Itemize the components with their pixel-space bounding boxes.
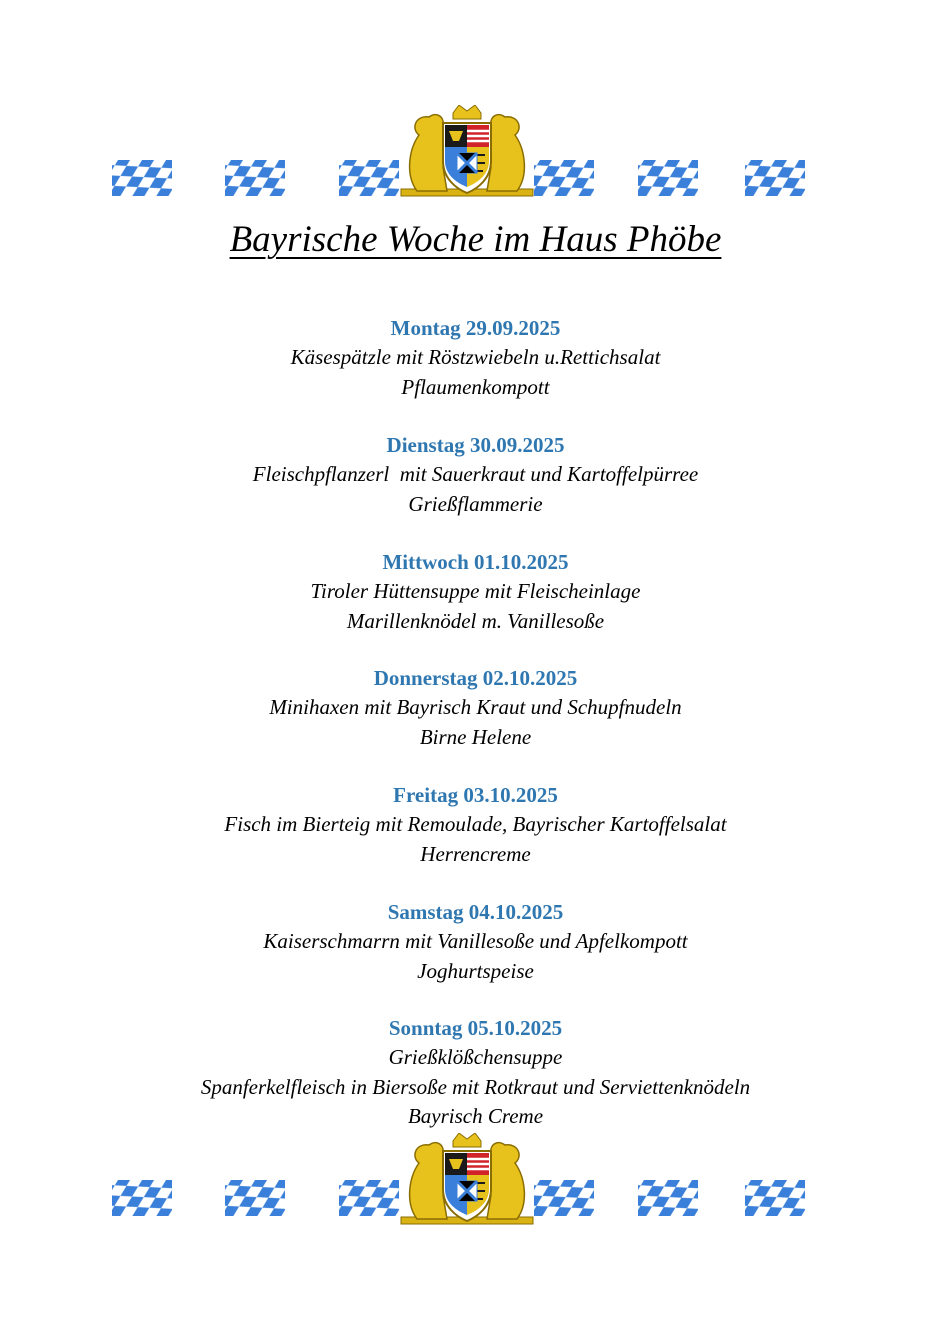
dish-line: Grießklößchensuppe: [388, 1045, 563, 1069]
dish-line: Spanferkelfleisch in Biersoße mit Rotkraut und Serviettenknödeln: [200, 1074, 751, 1099]
menu-day-friday: [0, 781, 951, 869]
bavarian-lozenge-flag-icon: [112, 160, 172, 196]
dish-line: Pflaumenkompott: [401, 374, 550, 399]
page-title: Bayrische Woche im Haus Phöbe: [229, 219, 722, 260]
bavarian-lozenge-flag-icon: [638, 1180, 698, 1216]
day-heading: Dienstag 30.09.2025: [386, 433, 565, 457]
top-decoration-band: [0, 105, 951, 205]
bavarian-coat-of-arms-icon: [399, 1133, 535, 1225]
day-heading: Samstag 04.10.2025: [387, 900, 564, 924]
bavarian-lozenge-flag-icon: [745, 160, 805, 196]
dish-line: Käsespätzle mit Röstzwiebeln u.Rettichsalat: [290, 345, 661, 369]
menu-day-sunday: [0, 1014, 951, 1132]
menu-day-thursday: [0, 664, 951, 752]
dish-line: Minihaxen mit Bayrisch Kraut und Schupfnudeln: [269, 695, 682, 719]
dish-line: Fisch im Bierteig mit Remoulade, Bayrischer Kartoffelsalat: [224, 812, 727, 836]
bavarian-lozenge-flag-icon: [638, 160, 698, 196]
bavarian-coat-of-arms-icon: [399, 105, 535, 197]
menu-day-monday: [0, 314, 951, 402]
bavarian-lozenge-flag-icon: [225, 1180, 285, 1216]
bavarian-lozenge-flag-icon: [112, 1180, 172, 1216]
dish-line: Grießflammerie: [408, 491, 543, 516]
day-heading: Mittwoch 01.10.2025: [382, 550, 569, 574]
day-heading: Freitag 03.10.2025: [393, 783, 558, 807]
bavarian-lozenge-flag-icon: [745, 1180, 805, 1216]
dish-line: Marillenknödel m. Vanillesoße: [346, 608, 605, 633]
dish-line: Birne Helene: [419, 724, 532, 749]
dish-line: Tiroler Hüttensuppe mit Fleischeinlage: [310, 579, 641, 603]
dish-line: Herrencreme: [420, 841, 531, 866]
dish-line: Fleischpflanzerl mit Sauerkraut und Kartoffelpürree: [252, 462, 699, 486]
bavarian-lozenge-flag-icon: [534, 1180, 594, 1216]
menu-day-tuesday: [0, 431, 951, 519]
menu-day-saturday: [0, 898, 951, 986]
day-heading: Montag 29.09.2025: [390, 316, 561, 340]
bottom-decoration-band: [0, 1125, 951, 1225]
bavarian-lozenge-flag-icon: [534, 160, 594, 196]
dish-line: Joghurtspeise: [417, 958, 534, 983]
dish-line: Bayrisch Creme: [407, 1104, 544, 1128]
day-heading: Sonntag 05.10.2025: [388, 1016, 563, 1040]
bavarian-lozenge-flag-icon: [225, 160, 285, 196]
menu-day-wednesday: [0, 548, 951, 636]
dish-line: Kaiserschmarrn mit Vanillesoße und Apfelkompott: [263, 929, 688, 953]
bavarian-lozenge-flag-icon: [339, 1180, 399, 1216]
bavarian-lozenge-flag-icon: [339, 160, 399, 196]
day-heading: Donnerstag 02.10.2025: [373, 666, 578, 690]
